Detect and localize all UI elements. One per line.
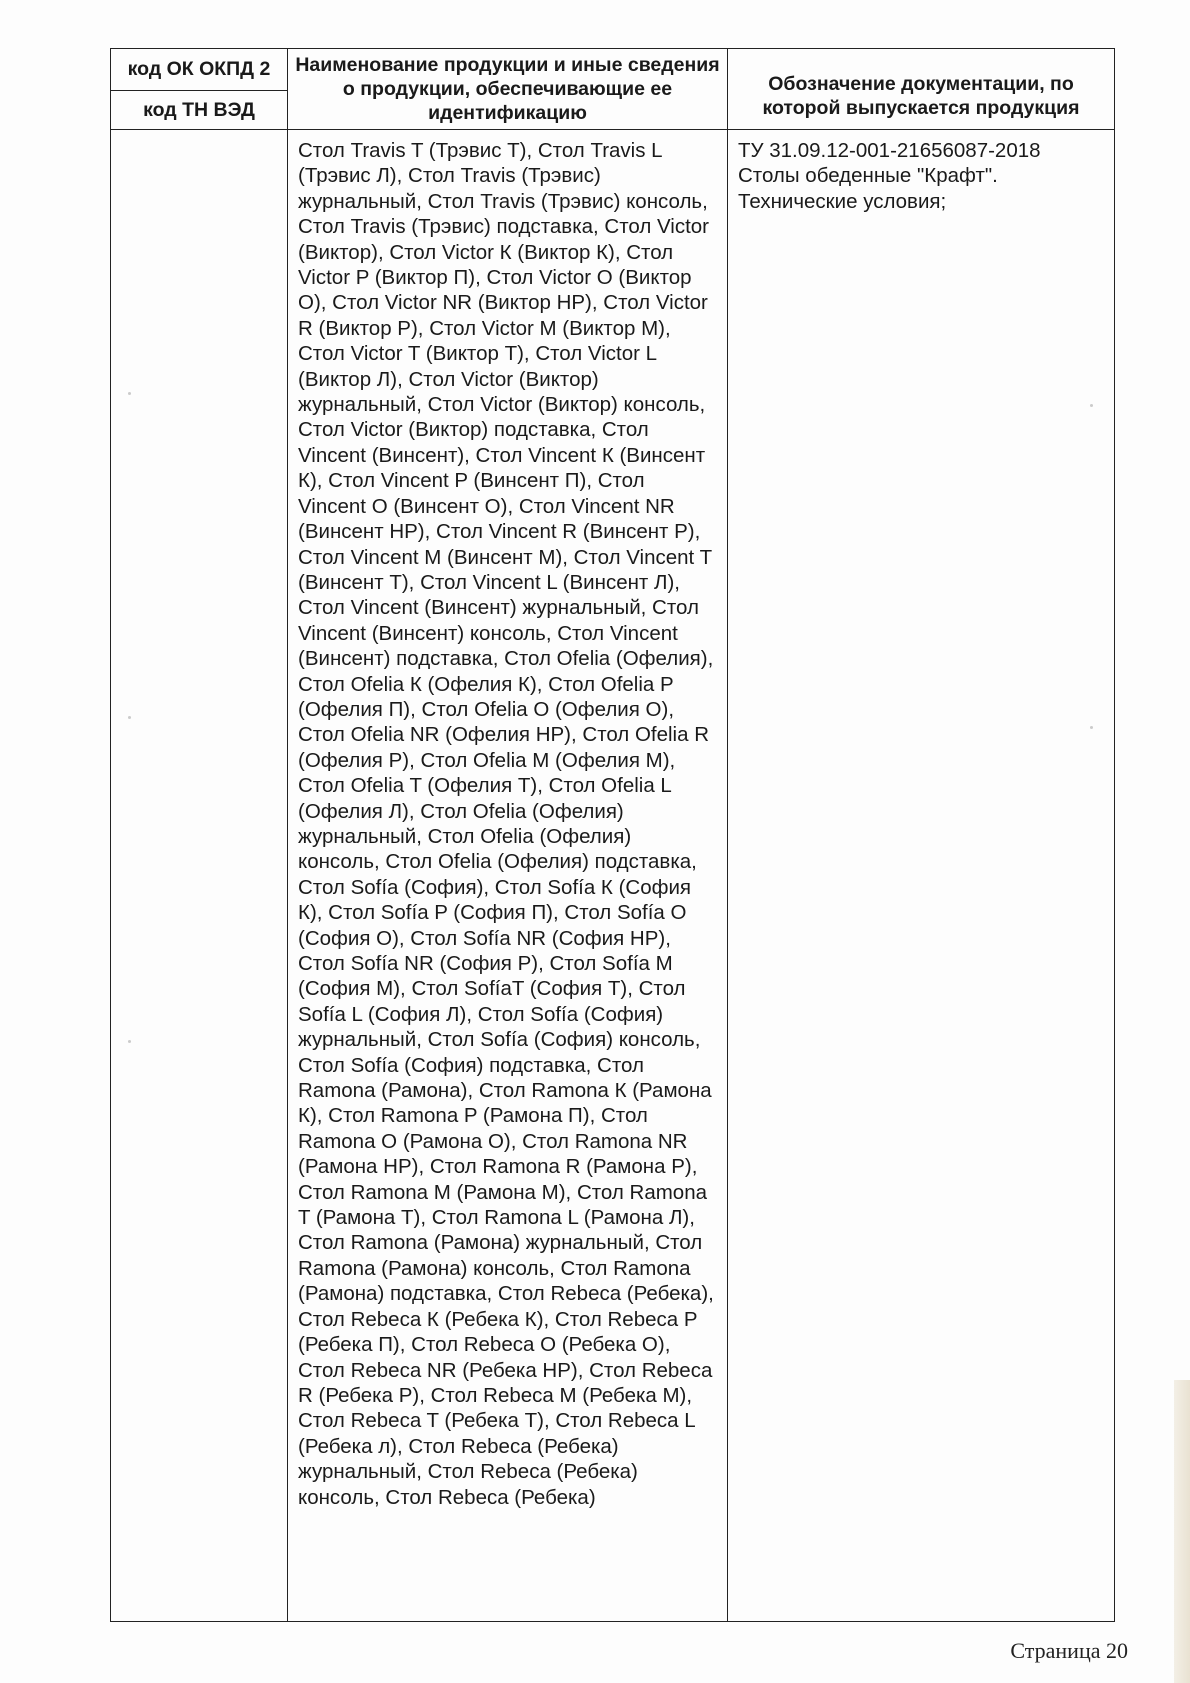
table-row bbox=[111, 130, 1115, 1622]
header-product-name: Наименование продукции и иные сведения о продукции, обеспечивающие ее идентификацию bbox=[288, 49, 728, 130]
header-okpd-code: код ОК ОКПД 2 bbox=[111, 49, 288, 91]
scan-edge-shadow bbox=[1174, 1380, 1190, 1683]
scan-speck bbox=[128, 1040, 131, 1043]
doc-line-title: Столы обеденные "Крафт". bbox=[738, 164, 998, 188]
scan-speck bbox=[128, 392, 131, 395]
documentation-cell bbox=[728, 130, 1115, 1622]
page-number: Страница 20 bbox=[1010, 1638, 1128, 1663]
product-description-text: Стол Travis T (Трэвис Т), Стол Travis L (Трэвис Л), Стол Travis (Трэвис) журнальный, Стол Travis (Трэвис) консоль, Стол Travis (Трэвис) подставка, Стол Victor (Виктор), Стол Victor К (Виктор К), Стол Victor P (Виктор П), Стол Victor O (Виктор O), Стол Victor NR (Виктор HP), Стол Victor R (Виктор Р), Стол Victor M (Виктор М), Стол Victor T (Виктор Т), Стол Victor L (Виктор Л), Стол Victor (Виктор) журнальный, Стол Victor (Виктор) консоль, Стол Victor (Виктор) подставка, Стол Vincent (Винсент), Стол Vincent К (Винсент К), Стол Vincent P (Винсент П), Стол Vincent O (Винсент O), Стол Vincent NR (Винсент HP), Стол Vincent R (Винсент Р), Стол Vincent M (Винсент М), Стол Vincent T (Винсент Т), Стол Vincent L (Винсент Л), Стол Vincent (Винсент) журнальный, Стол Vincent (Винсент) консоль, Стол Vincent (Винсент) подставка, Стол Ofelia (Офелия), Стол Ofelia К (Офелия К), Стол Ofelia P (Офелия П), Стол Ofelia O (Офелия O), Стол Ofelia NR (Офелия HP), Стол Ofelia R (Офелия Р), Стол Ofelia M (Офелия М), Стол Ofelia T (Офелия Т), Стол Ofelia L (Офелия Л), Стол Ofelia (Офелия) журнальный, Стол Ofelia (Офелия) консоль, Стол Ofelia (Офелия) подставка, Стол Sofía (София), Стол Sofía К (София К), Стол Sofía P (София П), Стол Sofía O (София O), Стол Sofía NR (София HP), Стол Sofía NR (София Р), Стол Sofía M (София М), Стол SofíaT (София Т), Стол Sofía L (София Л), Стол Sofía (София) журнальный, Стол Sofía (София) консоль, Стол Sofía (София) подставка, Стол Ramona (Рамона), Стол Ramona К (Рамона К), Стол Ramona P (Рамона П), Стол Ramona O (Рамона O), Стол Ramona NR (Рамона HP), Стол Ramona R (Рамона Р), Стол Ramona M (Рамона М), Стол Ramona T (Рамона Т), Стол Ramona L (Рамона Л), Стол Ramona (Рамона) журнальный, Стол Ramona (Рамона) консоль, Стол Ramona (Рамона) подставка, Стол Rebeca (Ребека), Стол Rebeca К (Ребека К), Стол Rebeca P (Ребека П), Стол Rebeca O (Ребека O), Стол Rebeca NR (Ребека HP), Стол Rebeca R (Ребека Р), Стол Rebeca M (Ребека М), Стол Rebeca T (Ребека Т), Стол Rebeca L (Ребека л), Стол Rebeca (Ребека) журнальный, Стол Rebeca (Ребека) консоль, Стол Rebeca (Ребека) bbox=[298, 139, 714, 1509]
doc-line-conditions: Технические условия; bbox=[738, 189, 947, 213]
scan-speck bbox=[128, 716, 131, 719]
code-cell bbox=[111, 130, 288, 1622]
scan-speck bbox=[1090, 726, 1093, 729]
certificate-table bbox=[110, 48, 1115, 1622]
doc-line-standard: ТУ 31.09.12-001-21656087-2018 bbox=[738, 139, 1041, 162]
header-row-1 bbox=[111, 49, 1115, 91]
header-tn-ved-code: код ТН ВЭД bbox=[111, 90, 288, 130]
scan-speck bbox=[1090, 404, 1093, 407]
header-documentation: Обозначение документации, по которой выпускается продукция bbox=[728, 49, 1115, 130]
product-description-cell bbox=[288, 130, 728, 1622]
